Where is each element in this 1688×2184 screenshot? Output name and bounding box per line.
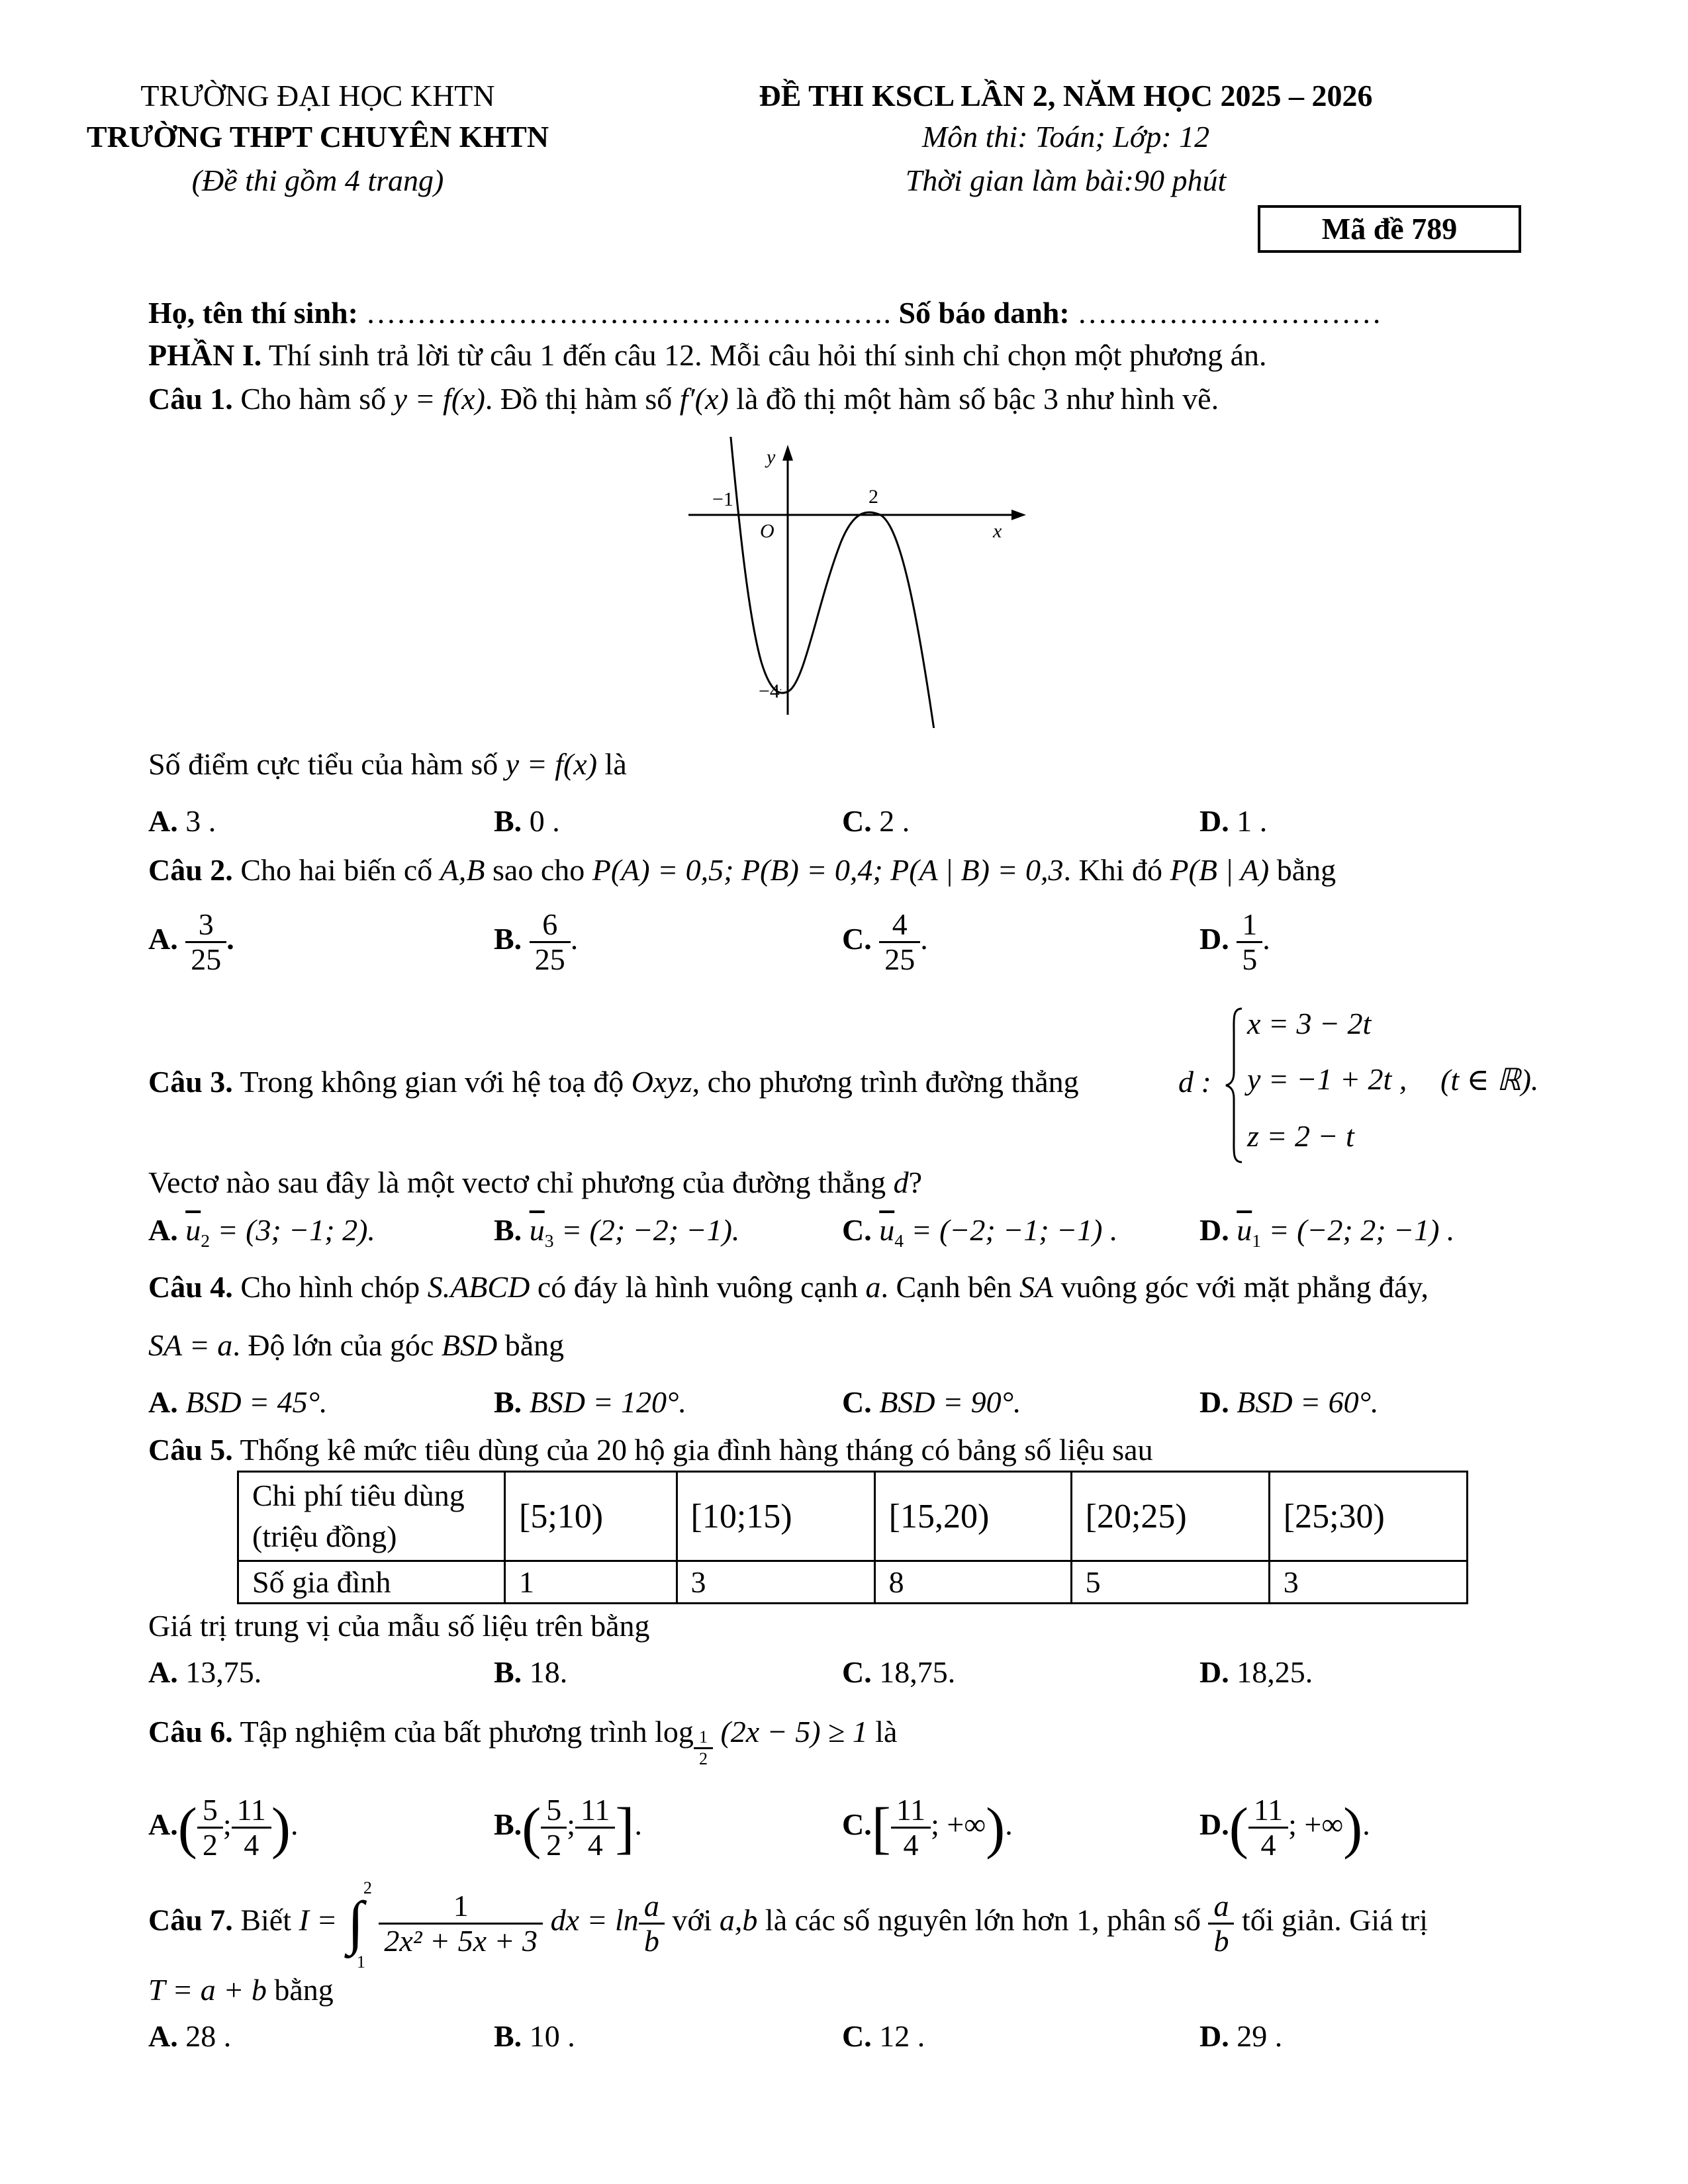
label-x: x: [993, 520, 1002, 542]
label-two: 2: [868, 486, 878, 508]
table-cell: 5: [1071, 1561, 1269, 1604]
page-count: (Đề thi gồm 4 trang): [191, 163, 444, 197]
q4-option-b[interactable]: B. BSD = 120°.: [494, 1385, 686, 1419]
q6-option-b[interactable]: B.( $\frac{5}{2}$ ; $\frac{11}{4}$ ].: [494, 1793, 642, 1862]
q3-option-c[interactable]: C. $\overline{u}_4 = (-2$; −1; −1) .: [842, 1213, 1118, 1251]
label-neg1: −1: [712, 488, 733, 510]
subject: Môn thi: Toán; Lớp: 12: [921, 120, 1210, 154]
q3-param: (t ∈ ℝ).: [1440, 1063, 1539, 1097]
q7-option-b[interactable]: B. 10 .: [494, 2019, 575, 2053]
exam-code-box: Mã đề 789: [1258, 205, 1521, 253]
q3-line-d: d :: [1178, 1065, 1211, 1099]
q1-option-b[interactable]: B. 0 .: [494, 804, 560, 838]
school-sub: TRƯỜNG THPT CHUYÊN KHTN: [86, 120, 549, 154]
q5-option-a[interactable]: A. 13,75.: [148, 1655, 262, 1689]
q2-stem: Câu 2. Cho hai biến cố A,B sao cho P(A) = 0,5; P(B) = 0,4; P(A | B) = 0,3. Khi đó P(B | A) bằng: [148, 853, 1336, 887]
q3-system-brace: [1225, 1006, 1244, 1165]
q6-stem: Câu 6. Tập nghiệm của bất phương trình log $\frac{1}{2}$ (2x − 5) ≥ 1 là: [148, 1715, 898, 1768]
q6-option-a[interactable]: A.( $\frac{5}{2}$ ; $\frac{11}{4}$ ).: [148, 1793, 299, 1862]
q2-option-b[interactable]: B. $\frac{6}{25}$ .: [494, 907, 579, 976]
table-row: [238, 1561, 1468, 1604]
name-field[interactable]: …………………………………………….: [365, 296, 891, 330]
q3-eq-y: y = −1 + 2t ,: [1247, 1062, 1407, 1096]
label-y: y: [767, 446, 776, 468]
q7-option-d[interactable]: D. 29 .: [1199, 2019, 1283, 2053]
q5-option-d[interactable]: D. 18,25.: [1199, 1655, 1313, 1689]
sbd-field[interactable]: …………………………: [1077, 296, 1382, 330]
q5-question: Giá trị trung vị của mẫu số liệu trên bằng: [148, 1609, 650, 1643]
q2-option-a[interactable]: A. $\frac{3}{25}$ .: [148, 907, 234, 976]
table-cell: [10;15): [677, 1472, 874, 1561]
table-row: [238, 1472, 1468, 1561]
q3-question: Vectơ nào sau đây là một vectơ chỉ phương của đường thẳng d?: [148, 1165, 923, 1199]
q2-option-c[interactable]: C. $\frac{4}{25}$ .: [842, 907, 928, 976]
q1-option-c[interactable]: C. 2 .: [842, 804, 910, 838]
q1-graph: [682, 437, 1033, 728]
q1-option-d[interactable]: D. 1 .: [1199, 804, 1268, 838]
q4-option-c[interactable]: C. BSD = 90°.: [842, 1385, 1021, 1419]
table-head: Chi phí tiêu dùng (triệu đồng): [238, 1472, 505, 1561]
y-axis-arrow: [782, 445, 793, 461]
q4-option-d[interactable]: D. BSD = 60°.: [1199, 1385, 1379, 1419]
duration: Thời gian làm bài:90 phút: [905, 163, 1227, 197]
q5-stem: Câu 5. Thống kê mức tiêu dùng của 20 hộ gia đình hàng tháng có bảng số liệu sau: [148, 1433, 1153, 1467]
q6-option-d[interactable]: D.( $\frac{11}{4}$ ; +∞).: [1199, 1793, 1370, 1862]
q3-eq-x: x = 3 − 2t: [1247, 1007, 1372, 1040]
table-cell: 3: [1269, 1561, 1467, 1604]
q5-table: [237, 1471, 1468, 1604]
q3-option-d[interactable]: D. $\overline{u}_1 = (-2$; 2; −1) .: [1199, 1213, 1455, 1251]
q7-option-a[interactable]: A. 28 .: [148, 2019, 232, 2053]
q3-stem: Câu 3. Trong không gian với hệ toạ độ Oxyz, cho phương trình đường thẳng: [148, 1065, 1079, 1099]
q1-stem: Câu 1. Cho hàm số y = f(x). Đồ thị hàm số f′(x) là đồ thị một hàm số bậc 3 như hình vẽ.: [148, 382, 1219, 416]
q4-stem: Câu 4. Cho hình chóp S.ABCD có đáy là hình vuông cạnh a. Cạnh bên SA vuông góc với mặt phẳng đáy,: [148, 1270, 1429, 1304]
exam-title: ĐỀ THI KSCL LẦN 2, NĂM HỌC 2025 – 2026: [759, 79, 1373, 113]
q6-option-c[interactable]: C.[ $\frac{11}{4}$ ; +∞).: [842, 1793, 1013, 1862]
label-neg4: −4: [759, 680, 780, 702]
label-origin: O: [760, 520, 774, 542]
table-cell: 1: [505, 1561, 677, 1604]
q7-stem-line2: T = a + b bằng: [148, 1973, 334, 2007]
q7-stem: Câu 7. Biết I = ∫ 2 1 $\frac{1}{\text{2x² + 5x + 3}}$ dx = ln $\frac{a}{b}$ với a,b là các số nguyên lớn hơn 1, phân số $\frac{a}{b}$ tối giản. Giá trị: [148, 1878, 1428, 1972]
q1-option-a[interactable]: A. 3 .: [148, 804, 216, 838]
table-cell: [25;30): [1269, 1472, 1467, 1561]
q7-option-c[interactable]: C. 12 .: [842, 2019, 925, 2053]
q3-option-a[interactable]: A. $\overline{u}_2 = (3$; −1; 2).: [148, 1213, 375, 1251]
table-cell: 8: [874, 1561, 1071, 1604]
q1-question: Số điểm cực tiểu của hàm số y = f(x) là: [148, 747, 627, 781]
q5-option-c[interactable]: C. 18,75.: [842, 1655, 956, 1689]
integral-sign: ∫ 2 1: [347, 1878, 372, 1972]
school-name: TRƯỜNG ĐẠI HỌC KHTN: [140, 79, 495, 113]
q4-stem-line2: SA = a. Độ lớn của góc BSD bằng: [148, 1328, 565, 1362]
x-axis-arrow: [1011, 510, 1026, 520]
table-head: Số gia đình: [238, 1561, 505, 1604]
q2-option-d[interactable]: D. $\frac{1}{5}$ .: [1199, 907, 1270, 976]
part1-heading: PHẦN I. Thí sinh trả lời từ câu 1 đến câu 12. Mỗi câu hỏi thí sinh chỉ chọn một phương án.: [148, 338, 1267, 372]
table-cell: [5;10): [505, 1472, 677, 1561]
q3-eq-z: z = 2 − t: [1247, 1119, 1354, 1153]
table-cell: [15,20): [874, 1472, 1071, 1561]
q4-option-a[interactable]: A. BSD = 45°.: [148, 1385, 328, 1419]
table-cell: [20;25): [1071, 1472, 1269, 1561]
q3-option-b[interactable]: B. $\overline{u}_3 = (2$; −2; −1).: [494, 1213, 740, 1251]
table-cell: 3: [677, 1561, 874, 1604]
q5-option-b[interactable]: B. 18.: [494, 1655, 568, 1689]
candidate-line: Họ, tên thí sinh: ……………………………………………. Số báo danh: …………………………: [148, 296, 1382, 330]
